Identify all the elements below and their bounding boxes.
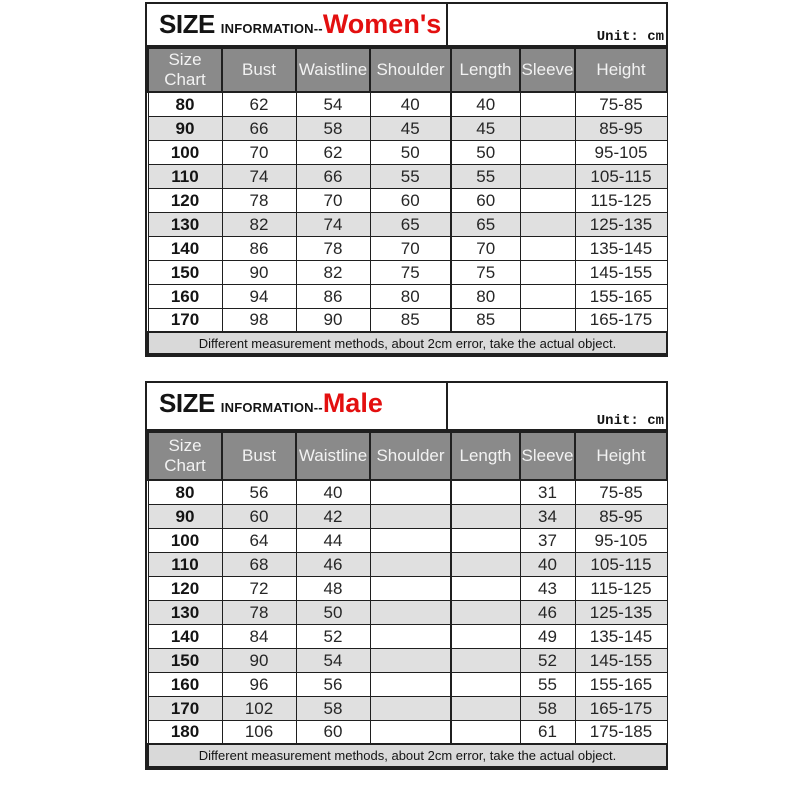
male-grid-header [148,432,667,480]
table-row [148,164,667,188]
table-row [148,236,667,260]
measure-cell: 78 [222,600,296,624]
measure-cell [451,648,520,672]
measurement-footnote: Different measurement methods, about 2cm error, take the actual object. [148,744,667,767]
column-header-height: Height [575,48,667,92]
measure-cell: 98 [222,308,296,332]
measure-cell: 85 [451,308,520,332]
measure-cell [370,624,451,648]
measure-cell: 45 [451,116,520,140]
measure-cell: 165-175 [575,308,667,332]
measure-cell: 56 [222,480,296,504]
column-header-height: Height [575,432,667,480]
title-size-word: SIZE [159,388,215,418]
measure-cell: 95-105 [575,140,667,164]
measure-cell: 125-135 [575,600,667,624]
table-row [148,528,667,552]
measure-cell: 78 [222,188,296,212]
measure-cell: 115-125 [575,188,667,212]
measure-cell: 90 [222,260,296,284]
measure-cell: 50 [370,140,451,164]
measure-cell: 145-155 [575,260,667,284]
measure-cell [451,720,520,744]
table-row [148,504,667,528]
title-information-word: INFORMATION-- [220,400,323,415]
measure-cell [451,480,520,504]
table-row [148,720,667,744]
size-cell: 130 [148,212,222,236]
measure-cell: 86 [222,236,296,260]
measure-cell: 145-155 [575,648,667,672]
measure-cell: 78 [296,236,370,260]
measure-cell [451,696,520,720]
measure-cell: 65 [370,212,451,236]
measure-cell: 96 [222,672,296,696]
measure-cell [370,528,451,552]
measure-cell: 50 [296,600,370,624]
column-header-waistline: Waistline [296,432,370,480]
table-row [148,648,667,672]
measure-cell: 54 [296,92,370,116]
measure-cell [520,92,575,116]
measure-cell: 65 [451,212,520,236]
measure-cell: 74 [296,212,370,236]
measure-cell: 62 [222,92,296,116]
table-row [148,188,667,212]
footnote-row [148,744,667,767]
measure-cell [370,720,451,744]
womens-grid-header [148,48,667,92]
measure-cell: 85-95 [575,116,667,140]
womens-grid-footer [148,332,667,354]
measure-cell: 49 [520,624,575,648]
measure-cell: 50 [451,140,520,164]
measure-cell [451,504,520,528]
measure-cell: 66 [222,116,296,140]
title-gender-male: Male [322,388,383,418]
size-cell: 120 [148,188,222,212]
measure-cell [520,164,575,188]
unit-label: Unit: cm [596,28,664,45]
measure-cell: 70 [451,236,520,260]
measure-cell: 48 [296,576,370,600]
measure-cell: 40 [296,480,370,504]
column-header-size-chart: Size Chart [148,48,222,92]
measure-cell: 125-135 [575,212,667,236]
male-size-grid [147,431,668,768]
column-header-sleeve: Sleeve [520,48,575,92]
measure-cell: 175-185 [575,720,667,744]
measure-cell [370,504,451,528]
measure-cell [451,552,520,576]
column-header-sleeve: Sleeve [520,432,575,480]
measure-cell: 85 [370,308,451,332]
table-row [148,600,667,624]
measure-cell: 40 [451,92,520,116]
measure-cell: 60 [370,188,451,212]
size-cell: 180 [148,720,222,744]
size-cell: 160 [148,672,222,696]
title-gender-women: Women's [322,9,442,39]
size-cell: 110 [148,164,222,188]
measure-cell [451,600,520,624]
size-cell: 100 [148,140,222,164]
measure-cell: 54 [296,648,370,672]
measure-cell [370,576,451,600]
measure-cell: 40 [370,92,451,116]
column-header-length: Length [451,432,520,480]
measure-cell [370,480,451,504]
measure-cell: 40 [520,552,575,576]
measure-cell: 56 [296,672,370,696]
measure-cell: 75-85 [575,480,667,504]
measure-cell: 155-165 [575,672,667,696]
table-row [148,552,667,576]
measure-cell [370,648,451,672]
measure-cell: 68 [222,552,296,576]
measure-cell: 58 [520,696,575,720]
column-header-bust: Bust [222,48,296,92]
male-grid-footer [148,744,667,767]
table-row [148,140,667,164]
measure-cell: 94 [222,284,296,308]
male-grid-body [148,480,667,744]
measure-cell [370,600,451,624]
measure-cell [451,528,520,552]
measure-cell: 85-95 [575,504,667,528]
measure-cell [520,140,575,164]
size-cell: 170 [148,308,222,332]
measure-cell: 84 [222,624,296,648]
measure-cell [520,188,575,212]
size-cell: 80 [148,92,222,116]
measure-cell: 86 [296,284,370,308]
measure-cell [451,576,520,600]
measure-cell: 82 [296,260,370,284]
male-table-title [147,383,448,429]
measure-cell: 135-145 [575,236,667,260]
table-row [148,284,667,308]
measure-cell: 45 [370,116,451,140]
column-header-shoulder: Shoulder [370,48,451,92]
table-row [148,92,667,116]
womens-unit-box [448,4,666,45]
measure-cell: 31 [520,480,575,504]
measure-cell: 82 [222,212,296,236]
measure-cell [520,116,575,140]
measure-cell: 42 [296,504,370,528]
measure-cell: 95-105 [575,528,667,552]
title-size-word: SIZE [159,9,215,39]
size-cell: 100 [148,528,222,552]
size-cell: 90 [148,116,222,140]
measure-cell: 58 [296,696,370,720]
measure-cell: 60 [296,720,370,744]
size-cell: 140 [148,624,222,648]
measure-cell: 75 [451,260,520,284]
measure-cell: 44 [296,528,370,552]
measure-cell [370,672,451,696]
table-row [148,260,667,284]
measure-cell: 80 [451,284,520,308]
measure-cell: 115-125 [575,576,667,600]
table-row [148,308,667,332]
measure-cell: 58 [296,116,370,140]
womens-table-title [147,4,448,45]
measure-cell: 55 [520,672,575,696]
measure-cell: 46 [520,600,575,624]
measure-cell [520,308,575,332]
measure-cell: 64 [222,528,296,552]
table-row [148,624,667,648]
size-cell: 160 [148,284,222,308]
size-cell: 130 [148,600,222,624]
womens-title-row [147,4,666,47]
table-row [148,696,667,720]
size-cell: 120 [148,576,222,600]
male-size-table [145,381,668,770]
size-cell: 140 [148,236,222,260]
measure-cell [451,672,520,696]
measure-cell: 90 [222,648,296,672]
measure-cell: 52 [296,624,370,648]
measure-cell: 60 [451,188,520,212]
size-cell: 150 [148,260,222,284]
measure-cell: 70 [222,140,296,164]
table-row [148,576,667,600]
measure-cell: 105-115 [575,552,667,576]
header-row [148,432,667,480]
table-row [148,212,667,236]
measure-cell: 70 [296,188,370,212]
measure-cell [370,696,451,720]
table-row [148,672,667,696]
size-cell: 80 [148,480,222,504]
header-row [148,48,667,92]
column-header-waistline: Waistline [296,48,370,92]
column-header-size-chart: Size Chart [148,432,222,480]
measure-cell: 80 [370,284,451,308]
measure-cell: 62 [296,140,370,164]
measure-cell: 34 [520,504,575,528]
measure-cell [520,212,575,236]
size-cell: 110 [148,552,222,576]
measure-cell: 72 [222,576,296,600]
measure-cell: 66 [296,164,370,188]
measure-cell [520,284,575,308]
measure-cell: 135-145 [575,624,667,648]
measure-cell: 61 [520,720,575,744]
measure-cell [370,552,451,576]
size-cell: 170 [148,696,222,720]
footnote-row [148,332,667,354]
male-title-row [147,383,666,431]
column-header-bust: Bust [222,432,296,480]
measure-cell: 37 [520,528,575,552]
male-unit-box [448,383,666,429]
column-header-length: Length [451,48,520,92]
table-row [148,480,667,504]
measure-cell [520,236,575,260]
measure-cell: 155-165 [575,284,667,308]
title-information-word: INFORMATION-- [220,21,323,36]
measure-cell: 55 [370,164,451,188]
womens-size-table [145,2,668,357]
measure-cell: 90 [296,308,370,332]
measure-cell: 55 [451,164,520,188]
size-cell: 90 [148,504,222,528]
measurement-footnote: Different measurement methods, about 2cm error, take the actual object. [148,332,667,354]
measure-cell: 74 [222,164,296,188]
size-cell: 150 [148,648,222,672]
unit-label: Unit: cm [596,412,664,429]
measure-cell: 165-175 [575,696,667,720]
measure-cell: 46 [296,552,370,576]
measure-cell: 75-85 [575,92,667,116]
measure-cell: 106 [222,720,296,744]
column-header-shoulder: Shoulder [370,432,451,480]
table-row [148,116,667,140]
measure-cell: 43 [520,576,575,600]
womens-grid-body [148,92,667,332]
measure-cell: 75 [370,260,451,284]
measure-cell: 105-115 [575,164,667,188]
measure-cell: 60 [222,504,296,528]
measure-cell: 70 [370,236,451,260]
measure-cell [520,260,575,284]
measure-cell: 52 [520,648,575,672]
womens-size-grid [147,47,668,355]
measure-cell [451,624,520,648]
measure-cell: 102 [222,696,296,720]
